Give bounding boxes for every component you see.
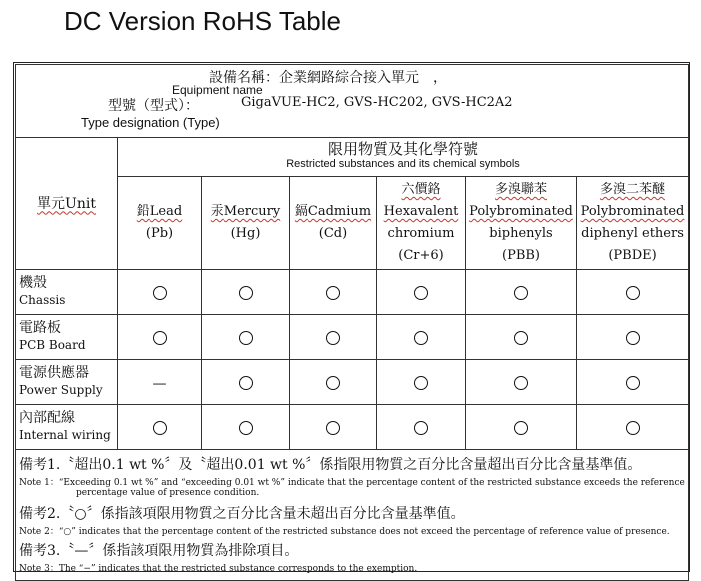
substance-header-0 bbox=[118, 177, 202, 270]
note-1-en-cont: percentage value of presence condition. bbox=[76, 488, 260, 498]
note-3-en: Note 3：The “−” indicates that the restricted substance corresponds to the exemption. bbox=[19, 564, 418, 574]
restricted-header-en: Restricted substances and its chemical symbols bbox=[286, 158, 520, 170]
mark-cell bbox=[377, 360, 466, 405]
compliant-circle-icon bbox=[626, 286, 640, 300]
type-label-en: Type designation (Type) bbox=[81, 115, 220, 130]
substance-line2: chromium bbox=[387, 226, 455, 241]
table-row bbox=[16, 405, 689, 450]
part-label bbox=[16, 270, 118, 315]
part-label bbox=[16, 315, 118, 360]
mark-cell bbox=[577, 405, 689, 450]
part-name-zh: 內部配線 bbox=[19, 410, 75, 426]
compliant-circle-icon bbox=[153, 421, 167, 435]
substance-symbol: (PBB) bbox=[502, 248, 540, 263]
note-1-en: Note 1：“Exceeding 0.1 wt %” and “exceeding 0.01 wt %” indicate that the percentage content of the restricted substance exceeds the reference bbox=[19, 478, 685, 488]
mark-cell bbox=[202, 360, 290, 405]
notes-cell bbox=[16, 450, 689, 581]
substance-header-1 bbox=[202, 177, 290, 270]
part-name-en: PCB Board bbox=[19, 338, 86, 352]
exemption-dash: — bbox=[152, 375, 167, 392]
mark-cell bbox=[466, 315, 577, 360]
compliant-circle-icon bbox=[626, 331, 640, 345]
compliant-circle-icon bbox=[514, 286, 528, 300]
note-2-zh: 備考2.〝○〞係指該項限用物質之百分比含量未超出百分比含量基準值。 bbox=[19, 506, 465, 522]
substance-symbol: (Cr+6) bbox=[398, 248, 444, 263]
table-row bbox=[16, 270, 689, 315]
mark-cell bbox=[118, 270, 202, 315]
compliant-circle-icon bbox=[326, 286, 340, 300]
compliant-circle-icon bbox=[414, 331, 428, 345]
compliant-circle-icon bbox=[414, 421, 428, 435]
part-name-zh: 機殼 bbox=[19, 275, 47, 291]
mark-cell bbox=[290, 360, 377, 405]
part-name-en: Power Supply bbox=[19, 383, 103, 397]
substance-line2: biphenyls bbox=[489, 226, 553, 241]
part-name-zh: 電源供應器 bbox=[19, 365, 89, 381]
mark-cell bbox=[466, 270, 577, 315]
substance-name: 鉛Lead bbox=[136, 204, 183, 219]
mark-cell bbox=[202, 405, 290, 450]
type-value: GigaVUE-HC2, GVS-HC202, GVS-HC2A2 bbox=[241, 95, 513, 110]
substance-symbol: (Pb) bbox=[145, 226, 174, 241]
compliant-circle-icon bbox=[626, 421, 640, 435]
mark-cell bbox=[577, 360, 689, 405]
compliant-circle-icon bbox=[239, 286, 253, 300]
note-1-zh: 備考1.〝超出0.1 wt %〞及〝超出0.01 wt %〞係指限用物質之百分比含量超出百分比含量基準值。 bbox=[19, 457, 642, 473]
page-title: DC Version RoHS Table bbox=[64, 6, 341, 36]
note-3-zh: 備考3.〝—〞係指該項限用物質為排除項目。 bbox=[19, 543, 299, 559]
substance-name-zh: 多溴聯苯 bbox=[494, 182, 547, 197]
compliant-circle-icon bbox=[326, 421, 340, 435]
table-row bbox=[16, 360, 689, 405]
rohs-table bbox=[15, 64, 689, 581]
substance-header-5 bbox=[577, 177, 689, 270]
mark-cell bbox=[202, 270, 290, 315]
part-name-en: Chassis bbox=[19, 293, 66, 307]
mark-cell bbox=[290, 405, 377, 450]
substance-header-3 bbox=[377, 177, 466, 270]
table-row bbox=[16, 315, 689, 360]
compliant-circle-icon bbox=[153, 331, 167, 345]
substance-header-4 bbox=[466, 177, 577, 270]
equipment-header bbox=[16, 65, 689, 138]
substance-symbol: (Hg) bbox=[230, 226, 261, 241]
type-label-zh: 型號（型式）： bbox=[108, 98, 199, 114]
substance-header-2 bbox=[290, 177, 377, 270]
substance-name: Hexavalent bbox=[383, 204, 459, 219]
compliant-circle-icon bbox=[414, 376, 428, 390]
part-name-en: Internal wiring bbox=[19, 428, 111, 442]
mark-cell bbox=[466, 405, 577, 450]
substance-name: Polybrominated bbox=[580, 204, 685, 219]
mark-cell bbox=[377, 405, 466, 450]
mark-cell bbox=[377, 315, 466, 360]
substance-symbol: (PBDE) bbox=[608, 248, 657, 263]
restricted-header-zh: 限用物質及其化學符號 bbox=[328, 140, 479, 158]
unit-header: 單元Unit bbox=[16, 138, 118, 270]
compliant-circle-icon bbox=[514, 421, 528, 435]
substance-name-zh: 多溴二苯醚 bbox=[600, 182, 666, 197]
substance-name-zh: 六價鉻 bbox=[401, 182, 441, 197]
compliant-circle-icon bbox=[514, 376, 528, 390]
equipment-name-en: Equipment name bbox=[172, 83, 263, 97]
compliant-circle-icon bbox=[514, 331, 528, 345]
part-name-zh: 電路板 bbox=[19, 320, 61, 336]
substance-line2: diphenyl ethers bbox=[581, 226, 684, 241]
mark-cell bbox=[290, 315, 377, 360]
mark-cell bbox=[466, 360, 577, 405]
restricted-header bbox=[118, 138, 689, 177]
mark-cell bbox=[118, 405, 202, 450]
compliant-circle-icon bbox=[414, 286, 428, 300]
note-2-en: Note 2：“○” indicates that the percentage content of the restricted substance does not exceed the percentage of reference value of presence. bbox=[19, 527, 670, 537]
compliant-circle-icon bbox=[239, 331, 253, 345]
compliant-circle-icon bbox=[239, 376, 253, 390]
substance-name: Polybrominated bbox=[469, 204, 573, 219]
mark-cell bbox=[118, 315, 202, 360]
compliant-circle-icon bbox=[239, 421, 253, 435]
equipment-name-zh: 設備名稱：企業網路綜合接入單元 ， bbox=[209, 70, 447, 86]
compliant-circle-icon bbox=[153, 286, 167, 300]
mark-cell bbox=[577, 315, 689, 360]
mark-cell bbox=[377, 270, 466, 315]
substance-name: 汞Mercury bbox=[210, 204, 281, 219]
compliant-circle-icon bbox=[326, 331, 340, 345]
mark-cell bbox=[202, 315, 290, 360]
substance-name: 鎘Cadmium bbox=[294, 204, 372, 219]
compliant-circle-icon bbox=[626, 376, 640, 390]
mark-cell bbox=[118, 360, 202, 405]
part-label bbox=[16, 405, 118, 450]
substance-symbol: (Cd) bbox=[318, 226, 348, 241]
compliant-circle-icon bbox=[326, 376, 340, 390]
part-label bbox=[16, 360, 118, 405]
mark-cell bbox=[290, 270, 377, 315]
parts-body bbox=[16, 270, 689, 450]
mark-cell bbox=[577, 270, 689, 315]
